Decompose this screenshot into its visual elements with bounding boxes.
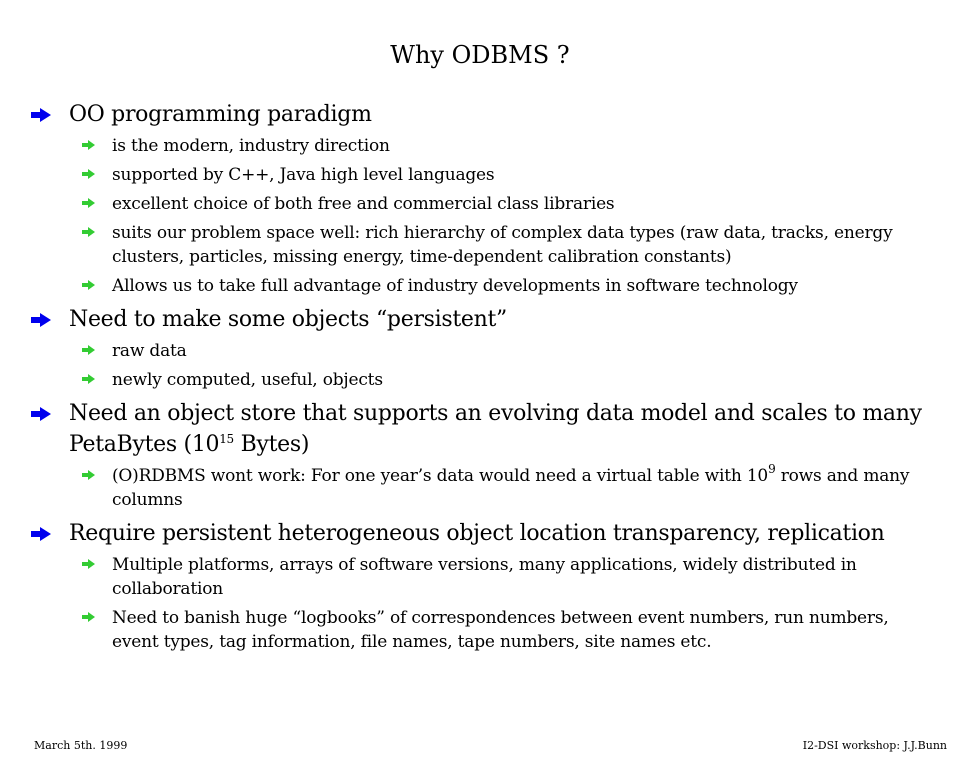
sub-bullet-text: Allows us to take full advantage of industry developments in software technology: [112, 276, 798, 296]
sub-bullet: [112, 163, 930, 187]
arrow-right-icon: [81, 279, 96, 291]
footer-date: March 5th. 1999: [34, 739, 128, 752]
bullet-text: Require persistent heterogeneous object location transparency, replication: [69, 521, 885, 546]
arrow-right-icon: [81, 168, 96, 180]
slide-title: Why ODBMS ?: [390, 41, 570, 69]
main-bullet-location-transparency: [30, 518, 930, 549]
bullet-text: Need an object store that supports an evolving data model and scales to many PetaBytes ($10^{15}$ Bytes): [69, 401, 922, 457]
sub-bullet: [112, 553, 930, 601]
arrow-right-icon: [30, 312, 52, 328]
arrow-right-icon: [30, 406, 52, 422]
main-bullet-oo-paradigm: [30, 99, 930, 130]
sub-bullet: [112, 134, 930, 158]
footer-credit: I2-DSI workshop: J.J.Bunn: [802, 739, 947, 752]
bullet-text: Need to make some objects “persistent”: [69, 307, 507, 332]
arrow-right-icon: [81, 226, 96, 238]
sub-bullet: [112, 464, 930, 512]
arrow-right-icon: [81, 197, 96, 209]
exponent: 9: [768, 462, 776, 476]
sub-bullet-text: suits our problem space well: rich hierarchy of complex data types (raw data, tracks, energy clusters, particles, missing energy, time-dependent calibration constants): [112, 223, 893, 267]
sub-bullet: [112, 274, 930, 298]
sub-bullet-text: is the modern, industry direction: [112, 136, 390, 156]
sub-bullet: [112, 368, 930, 392]
bullet-text: OO programming paradigm: [69, 102, 372, 127]
arrow-right-icon: [30, 526, 52, 542]
arrow-right-icon: [30, 107, 52, 123]
main-bullet-persistent: [30, 304, 930, 335]
sub-bullet: [112, 221, 930, 269]
sub-bullet-text: excellent choice of both free and commercial class libraries: [112, 194, 615, 214]
arrow-right-icon: [81, 558, 96, 570]
main-bullet-object-store: [30, 398, 930, 460]
sub-bullet: [112, 192, 930, 216]
sub-bullet-text: newly computed, useful, objects: [112, 370, 383, 390]
sub-bullet-text: (O)RDBMS wont work: For one year’s data would need a virtual table with $10^9$ rows and many columns: [112, 462, 910, 510]
exponent: 15: [219, 432, 234, 446]
sub-bullet: [112, 606, 930, 654]
arrow-right-icon: [81, 139, 96, 151]
bullet-list: [30, 99, 930, 654]
sub-bullet-text: raw data: [112, 341, 187, 361]
arrow-right-icon: [81, 611, 96, 623]
sub-bullet-text: supported by C++, Java high level languages: [112, 165, 495, 185]
sub-bullet-text: Multiple platforms, arrays of software versions, many applications, widely distributed in collaboration: [112, 555, 857, 599]
arrow-right-icon: [81, 344, 96, 356]
sub-bullet-text: Need to banish huge “logbooks” of correspondences between event numbers, run numbers, event types, tag information, file names, tape numbers, site names etc.: [112, 608, 889, 652]
arrow-right-icon: [81, 373, 96, 385]
arrow-right-icon: [81, 469, 96, 481]
sub-bullet: [112, 339, 930, 363]
